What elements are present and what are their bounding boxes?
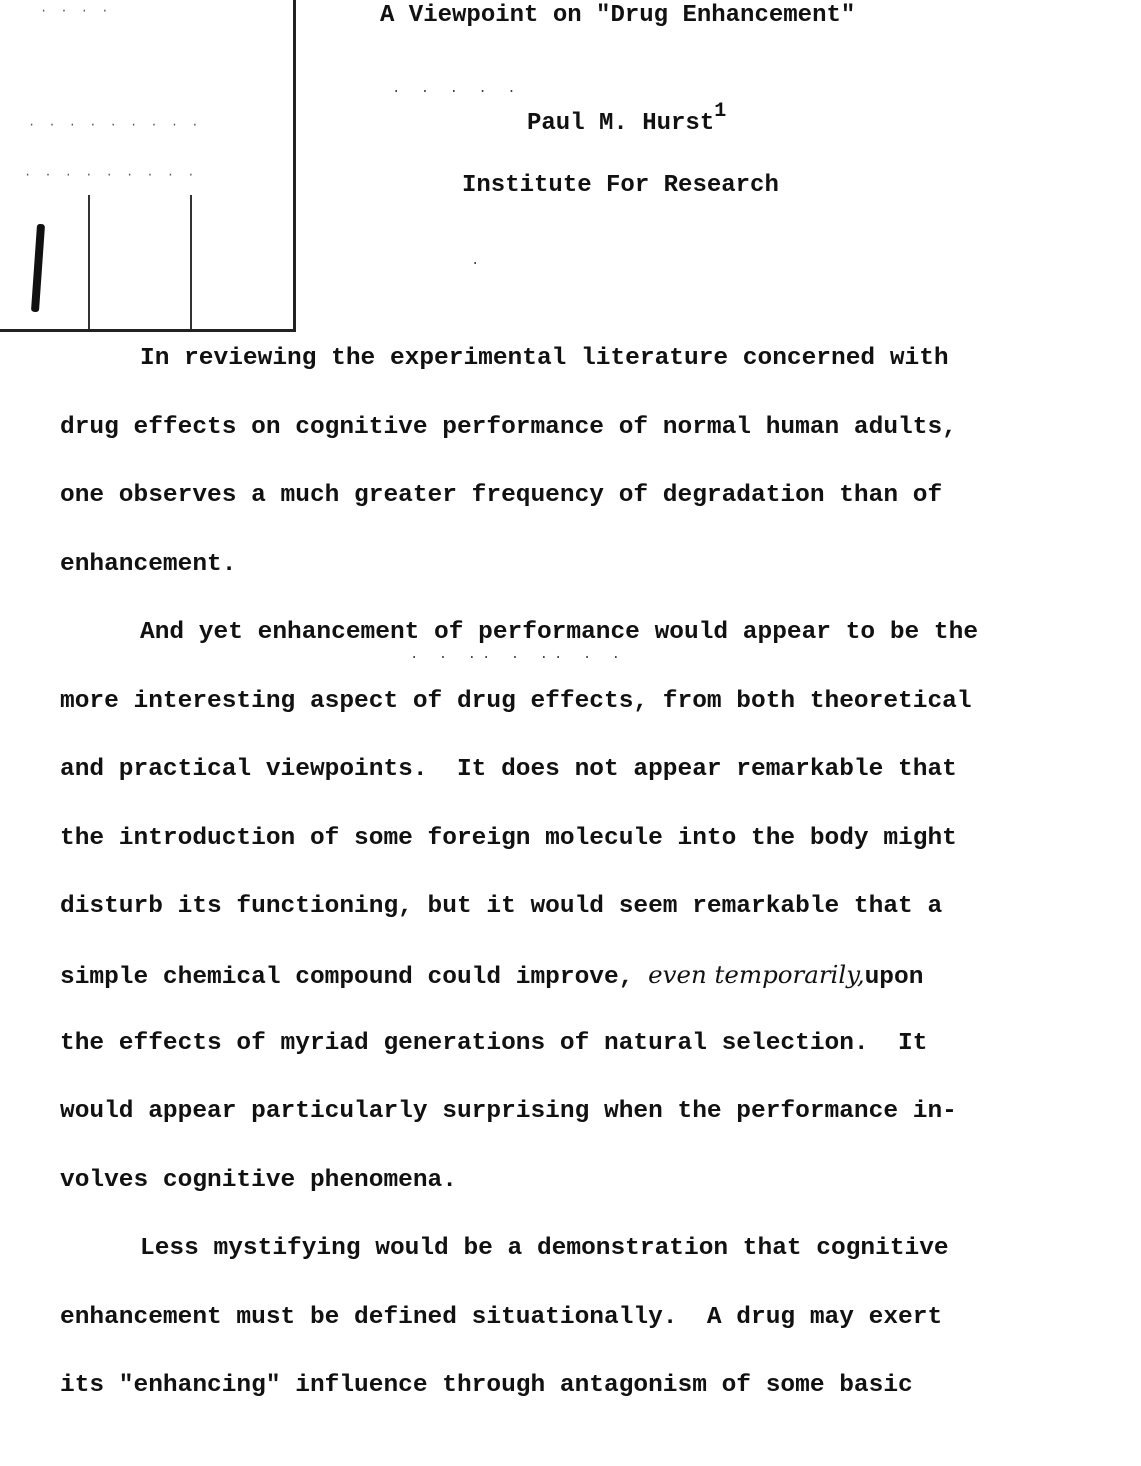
italic-emphasis: even temporarily, (648, 960, 865, 989)
institution-name: Institute For Research (462, 172, 779, 199)
scan-noise: · · ·· · ·· · · (410, 650, 627, 666)
stamp-speckle: · · · · (40, 4, 112, 18)
paragraph-3-line: its "enhancing" influence through antagonism of some basic (60, 1372, 913, 1399)
author-line (527, 100, 727, 137)
stamp-divider (88, 195, 90, 329)
stamp-divider (190, 195, 192, 329)
stamp-handwritten-mark (31, 224, 45, 312)
paragraph-1-line: drug effects on cognitive performance of normal human adults, (60, 414, 957, 441)
receipt-stamp-box (0, 0, 296, 332)
paragraph-1-line: enhancement. (60, 551, 237, 578)
paragraph-2-line: the effects of myriad generations of natural selection. It (60, 1030, 928, 1057)
paragraph-2-line (60, 960, 923, 993)
author-name: Paul M. Hurst (527, 110, 715, 137)
paragraph-3-line: enhancement must be defined situationally. A drug may exert (60, 1304, 943, 1331)
paragraph-2-line: would appear particularly surprising when the performance in- (60, 1098, 957, 1125)
paragraph-2-line: more interesting aspect of drug effects, from both theoretical (60, 688, 972, 715)
scan-noise: · · · · · (392, 84, 522, 100)
paragraph-1-line: one observes a much greater frequency of degradation than of (60, 482, 943, 509)
paragraph-3-line: Less mystifying would be a demonstration that cognitive (140, 1235, 949, 1262)
paragraph-2-line: volves cognitive phenomena. (60, 1167, 457, 1194)
paragraph-2-line: disturb its functioning, but it would seem remarkable that a (60, 893, 943, 920)
author-footnote-marker: 1 (714, 100, 727, 123)
paragraph-2-line: and practical viewpoints. It does not appear remarkable that (60, 756, 957, 783)
line-text: simple chemical compound could improve, (60, 964, 649, 991)
line-text: upon (864, 964, 924, 991)
stamp-speckle: · · · · · · · · · (28, 118, 202, 132)
document-title: A Viewpoint on "Drug Enhancement" (380, 2, 856, 29)
paragraph-1-line: In reviewing the experimental literature concerned with (140, 345, 949, 372)
scan-noise: · (471, 256, 486, 272)
stamp-speckle: · · · · · · · · · (24, 168, 198, 182)
paragraph-2-line: And yet enhancement of performance would appear to be the (140, 619, 979, 646)
paragraph-2-line: the introduction of some foreign molecule into the body might (60, 825, 957, 852)
